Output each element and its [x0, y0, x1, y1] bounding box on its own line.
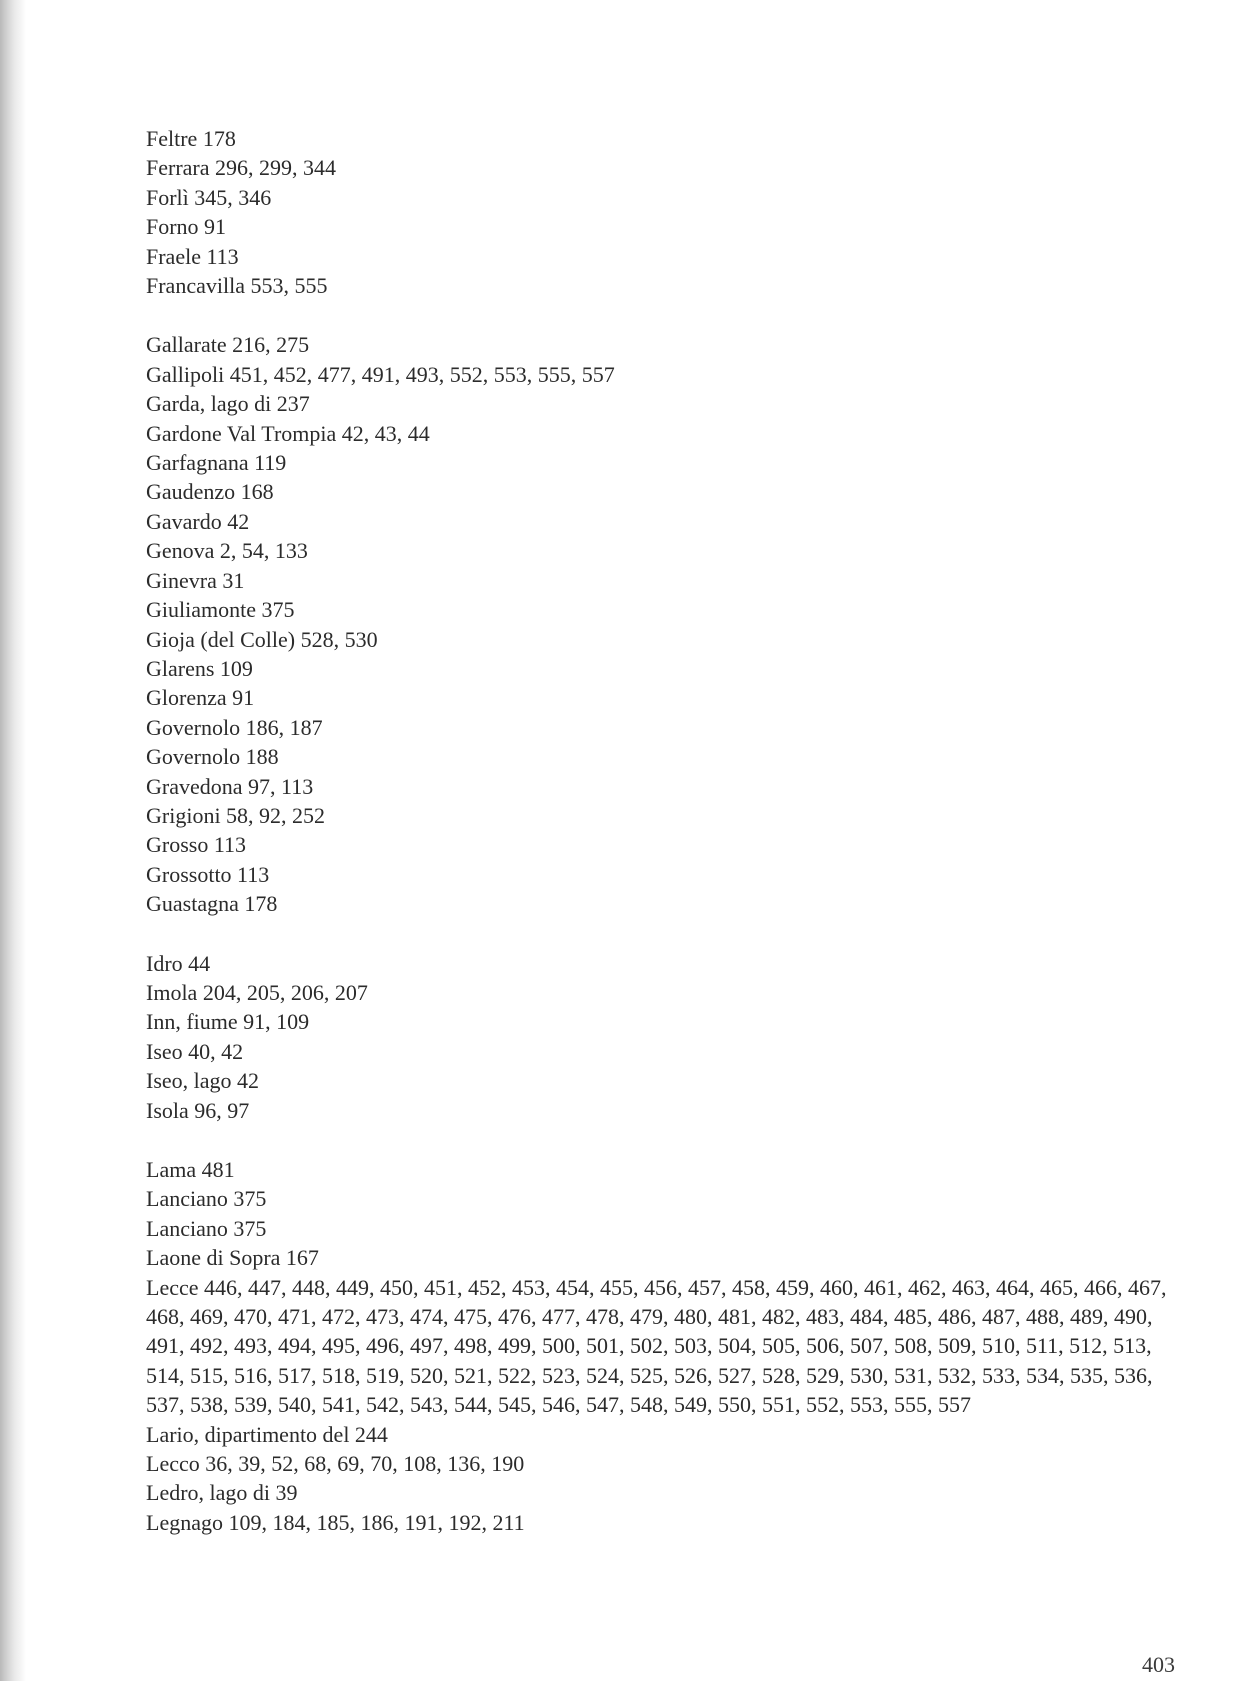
index-entry: Lecce 446, 447, 448, 449, 450, 451, 452, 453, 454, 455, 456, 457, 458, 459, 460, 461, 462, 463, 464, 465, 466, 467, 468, 469, 470, 471, 472, 473, 474, 475, 476, 477, 478, 479, 480, 481, 482, 483, 484, 485, 486, 487, 488, 489, 490, 491, 492, 493, 494, 495, 496, 497, 498, 499, 500, 501, 502, 503, 504, 505, 506, 507, 508, 509, 510, 511, 512, 513, 514, 515, 516, 517, 518, 519, 520, 521, 522, 523, 524, 525, 526, 527, 528, 529, 530, 531, 532, 533, 534, 535, 536, 537, 538, 539, 540, 541, 542, 543, 544, 545, 546, 547, 548, 549, 550, 551, 552, 553, 555, 557	[146, 1274, 1167, 1418]
index-entry: Giuliamonte 375	[146, 597, 295, 623]
index-entry: Francavilla 553, 555	[146, 273, 328, 299]
index-entry: Gavardo 42	[146, 508, 250, 534]
index-entry: Lanciano 375	[146, 1186, 267, 1212]
index-entry: Gallarate 216, 275	[146, 332, 310, 358]
index-entry: Imola 204, 205, 206, 207	[146, 979, 368, 1005]
index-entry: Gioja (del Colle) 528, 530	[146, 626, 378, 652]
index-entry: Grossotto 113	[146, 861, 270, 887]
index-entry: Genova 2, 54, 133	[146, 538, 308, 564]
index-group-l	[146, 1155, 1186, 1537]
index-entry: Idro 44	[146, 950, 211, 976]
place-index	[146, 124, 1186, 1567]
index-entry: Lanciano 375	[146, 1215, 267, 1241]
index-entry: Glarens 109	[146, 655, 253, 681]
index-entry: Gaudenzo 168	[146, 479, 274, 505]
page-number: 403	[1142, 1652, 1175, 1677]
index-entry: Ledro, lago di 39	[146, 1480, 298, 1506]
index-entry: Ginevra 31	[146, 567, 245, 593]
index-entry: Grigioni 58, 92, 252	[146, 802, 326, 828]
index-entry: Forlì 345, 346	[146, 184, 272, 210]
index-entry: Laone di Sopra 167	[146, 1245, 319, 1271]
index-entry: Lama 481	[146, 1157, 235, 1182]
index-entry: Inn, fiume 91, 109	[146, 1009, 310, 1035]
index-entry: Ferrara 296, 299, 344	[146, 155, 337, 181]
index-entry: Governolo 188	[146, 744, 279, 770]
index-entry: Garda, lago di 237	[146, 391, 310, 417]
index-entry: Gardone Val Trompia 42, 43, 44	[146, 420, 430, 446]
index-entry: Iseo, lago 42	[146, 1068, 260, 1094]
index-entry: Fraele 113	[146, 243, 239, 269]
index-entry: Grosso 113	[146, 832, 247, 858]
index-entry: Guastagna 178	[146, 891, 278, 917]
index-entry: Lario, dipartimento del 244	[146, 1421, 388, 1447]
index-entry: Forno 91	[146, 214, 227, 240]
index-entry: Gallipoli 451, 452, 477, 491, 493, 552, 553, 555, 557	[146, 361, 615, 387]
binding-shadow	[0, 0, 26, 1681]
index-group-g	[146, 330, 1186, 918]
index-group-f	[146, 124, 1186, 300]
index-entry: Legnago 109, 184, 185, 186, 191, 192, 211	[146, 1509, 525, 1535]
index-entry: Iseo 40, 42	[146, 1038, 244, 1064]
index-entry: Isola 96, 97	[146, 1097, 250, 1123]
index-entry: Glorenza 91	[146, 685, 255, 711]
index-entry: Governolo 186, 187	[146, 714, 323, 740]
index-entry: Garfagnana 119	[146, 450, 287, 476]
index-entry: Feltre 178	[146, 126, 236, 151]
index-entry: Lecco 36, 39, 52, 68, 69, 70, 108, 136, 190	[146, 1451, 525, 1477]
index-group-i	[146, 949, 1186, 1125]
index-entry: Gravedona 97, 113	[146, 773, 314, 799]
